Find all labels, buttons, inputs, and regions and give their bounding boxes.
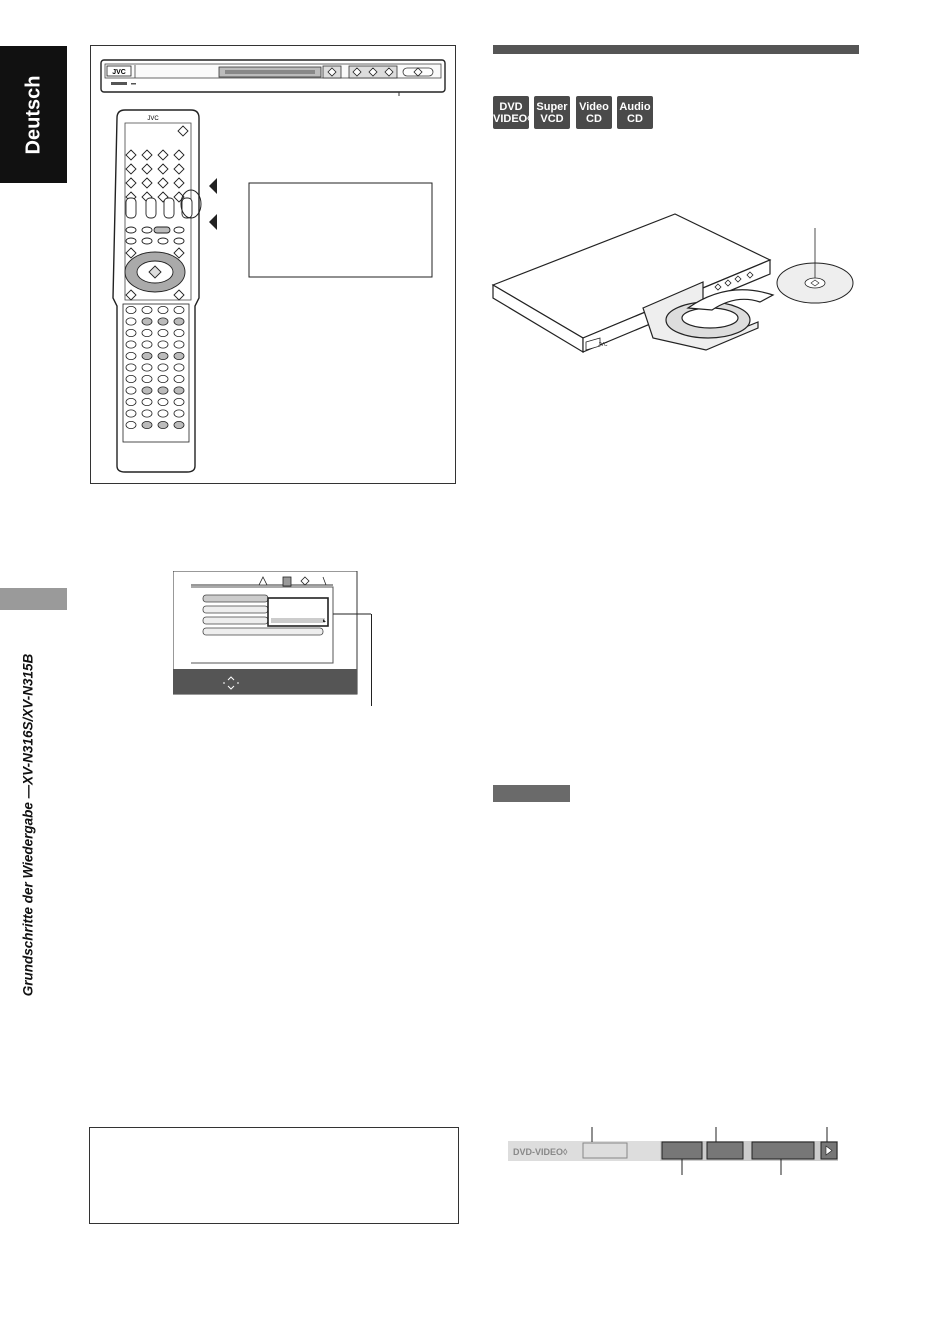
section-vertical-title <box>8 620 48 1030</box>
note-box <box>89 1127 459 1224</box>
osd-format-label: DVD-VIDEO◊ <box>513 1147 568 1157</box>
vertical-title-text: Grundschritte der Wiedergabe —XV-N316S/XV-N315B <box>20 653 36 997</box>
osd-status-figure <box>505 1125 850 1185</box>
player-brand: JVC <box>112 69 126 76</box>
disc <box>777 228 853 303</box>
notes-heading-bar <box>493 785 570 802</box>
remote-brand: JVC <box>147 116 159 122</box>
disc-loading-illustration <box>488 210 860 370</box>
remote-figure <box>90 45 456 484</box>
section-header-bar <box>493 45 859 54</box>
dvd-player-front <box>101 60 445 96</box>
audio-cd-badge: Audio CD <box>617 96 653 129</box>
svg-text:JVC: JVC <box>598 342 608 348</box>
super-vcd-badge: Super VCD <box>534 96 570 129</box>
player-disc-figure <box>488 210 860 370</box>
language-tab-label: Deutsch <box>22 75 44 154</box>
menu-illustration <box>173 571 373 711</box>
menu-figure <box>173 571 358 695</box>
dvd-video-badge: DVD VIDEO◊ <box>493 96 529 129</box>
section-tab <box>0 588 67 610</box>
remote-control <box>113 110 199 472</box>
video-cd-badge: Video CD <box>576 96 612 129</box>
menu-callout-line <box>371 614 372 706</box>
language-tab <box>0 46 67 183</box>
menu-footer-bar <box>173 669 357 694</box>
player-remote-illustration <box>91 46 457 485</box>
osd-status-illustration <box>505 1125 850 1185</box>
callout-box <box>249 183 432 277</box>
